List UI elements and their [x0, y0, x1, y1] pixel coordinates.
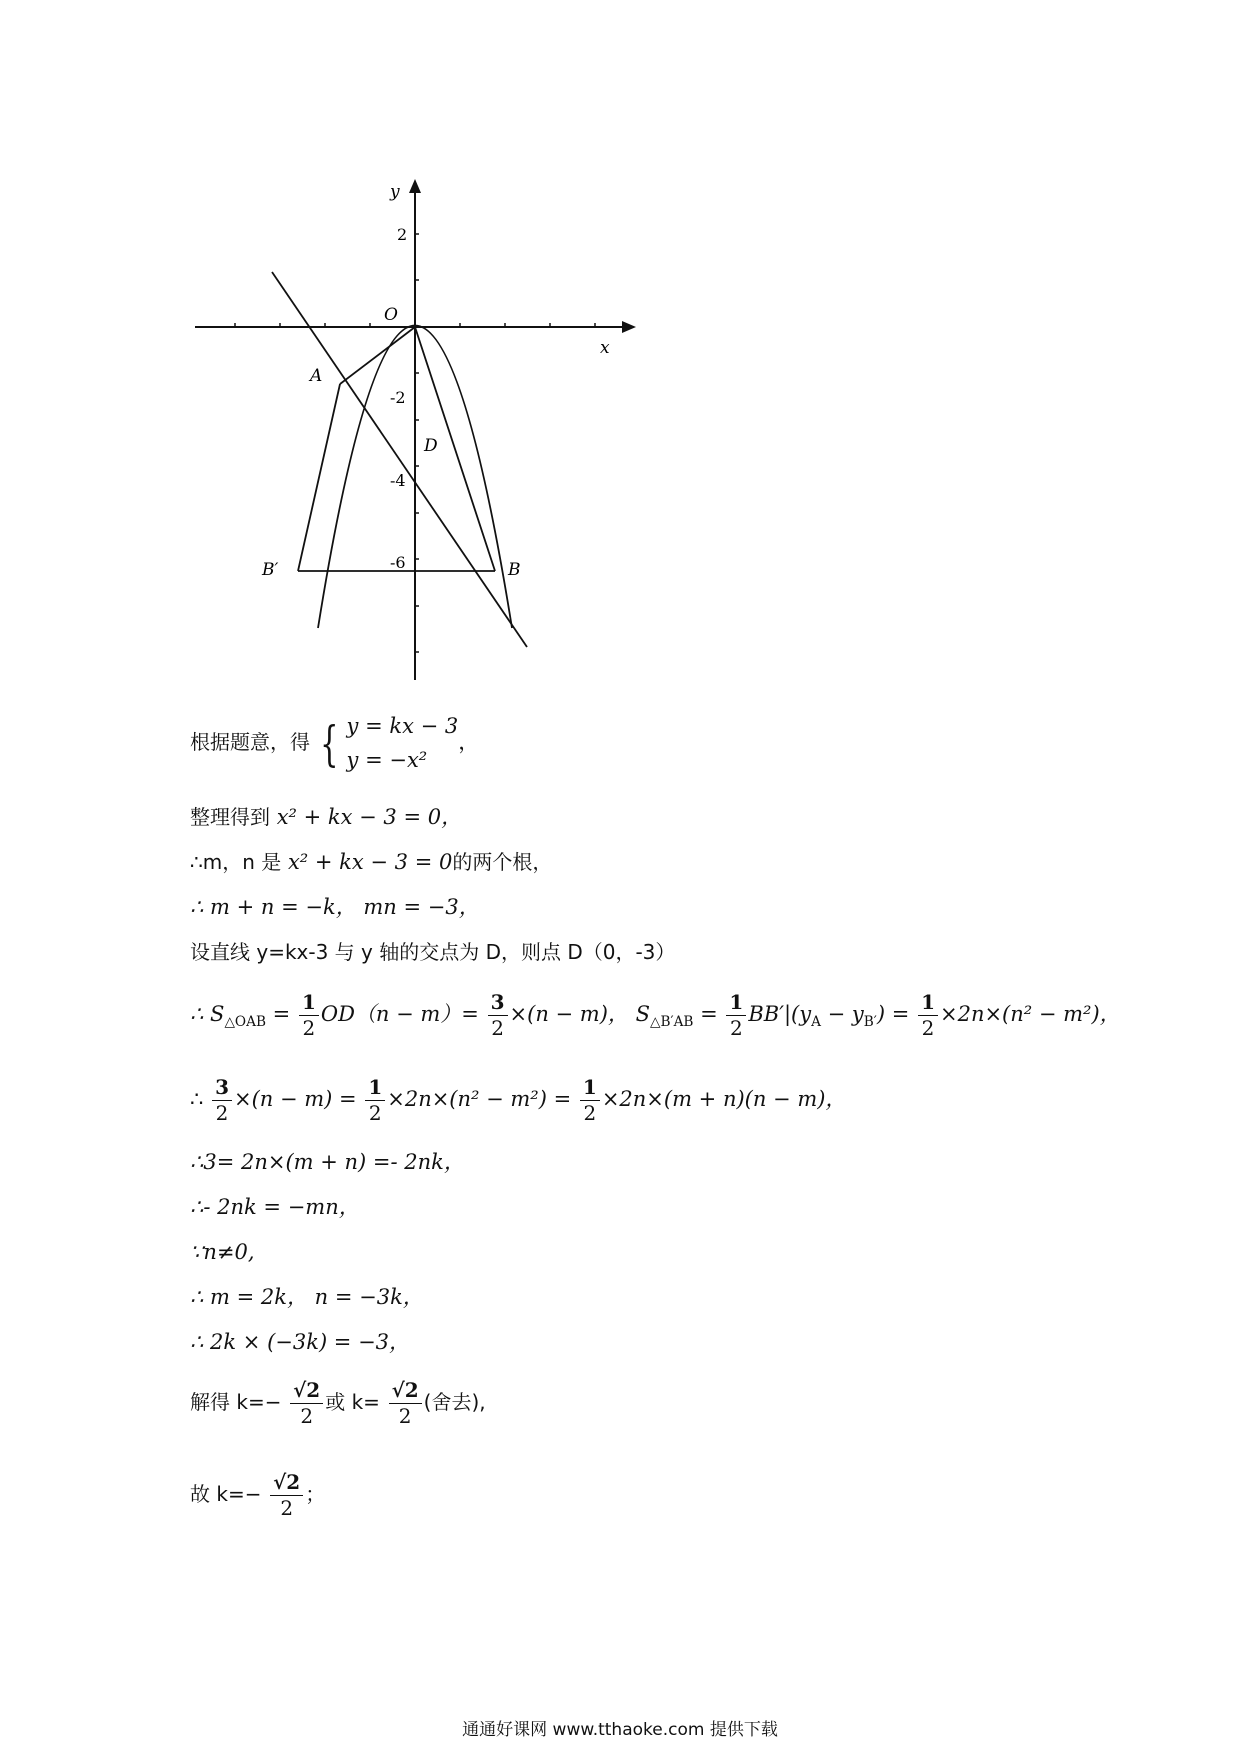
- line-4-text: ∴ m + n = −k， mn = −3，: [190, 895, 480, 919]
- line-5: [190, 940, 675, 964]
- line-11: [190, 1285, 424, 1310]
- fraction-three-half: $\frac{3}{2}$: [488, 990, 508, 1041]
- line-6-a-sub: △OAB: [224, 1014, 266, 1031]
- point-B-label: B: [508, 560, 521, 580]
- line-7-d: ×2n×(m + n)(n − m)，: [601, 1087, 847, 1111]
- line-6-d-subB: B′: [863, 1014, 877, 1031]
- origin-label: O: [384, 305, 398, 325]
- line-14-a: 故 k=−: [190, 1482, 262, 1506]
- segment-OA: [340, 327, 415, 384]
- line-7-c: ×2n×(n² − m²) =: [387, 1087, 572, 1111]
- line-6-c: ×(n − m)， S: [509, 1002, 650, 1026]
- line-9-text: ∴- 2nk = −mn，: [190, 1195, 360, 1219]
- tick-label-neg4: -4: [390, 471, 406, 490]
- x-axis-arrow: [622, 321, 636, 333]
- line-1-end: ，: [458, 730, 480, 755]
- fraction-sqrt2-half: $\frac{√2}{2}$: [290, 1378, 323, 1429]
- fraction-half: $\frac{1}{2}$: [299, 990, 319, 1041]
- point-A-label: A: [310, 366, 323, 386]
- line-12: [190, 1330, 410, 1355]
- coordinate-figure: [190, 175, 670, 695]
- line-2-text: 整理得到: [190, 805, 270, 829]
- line-8: [190, 1150, 465, 1175]
- line-10-text: ∵n≠0,: [190, 1240, 255, 1264]
- fraction-sqrt2-half: $\frac{√2}{2}$: [389, 1378, 422, 1429]
- line-3: [190, 850, 552, 875]
- line-13: [190, 1378, 486, 1429]
- line-13-a: 解得 k=−: [190, 1390, 282, 1414]
- tick-label-2: 2: [397, 225, 408, 244]
- line-13-c: (舍去),: [423, 1390, 486, 1414]
- fraction-half: $\frac{1}{2}$: [365, 1075, 385, 1126]
- page-footer: 通通好课网 www.tthaoke.com 提供下载: [462, 1720, 778, 1740]
- line-6-d-mid: − y: [820, 1002, 864, 1026]
- line-2: [190, 805, 462, 830]
- line-6-d-end: ) =: [876, 1002, 910, 1026]
- point-D-label: D: [424, 436, 438, 456]
- line-6-d-subA: A: [811, 1014, 821, 1031]
- line-7-b: ×(n − m) =: [233, 1087, 357, 1111]
- line-6-c-sub: △B′AB: [649, 1014, 694, 1031]
- line-y-kx-3: [272, 272, 527, 647]
- line-3-pre: ∴m，n 是: [190, 850, 282, 874]
- point-B-prime-label: B′: [262, 560, 279, 580]
- system-brace: {: [320, 715, 339, 772]
- fraction-three-half: $\frac{3}{2}$: [212, 1075, 232, 1126]
- line-6-e: ×2n×(n² − m²)，: [939, 1002, 1121, 1026]
- tick-label-neg2: -2: [390, 388, 406, 407]
- line-6: ∴ $S_{\triangle OAB}$ = $\frac{1}{2}$ OD（n − m）= $\frac{3}{2}$ ×(n − m)， $S_{\triangle B'AB}$ = $\frac{1}{2}$ $BB'|(y_A - y_{B'})$ = $\frac{1}{2}$ ×2n×(n² − m²)，: [190, 990, 1121, 1040]
- y-axis-label: y: [390, 182, 400, 202]
- line-14: [190, 1470, 325, 1521]
- equation-system: [347, 710, 459, 777]
- fraction-half: $\frac{1}{2}$: [726, 990, 746, 1041]
- system-eq-1: y = kx − 3: [346, 714, 459, 738]
- segment-AB-prime: [298, 384, 340, 571]
- tick-label-neg6: -6: [390, 553, 406, 572]
- line-3-post: 的两个根，: [452, 850, 553, 874]
- line-1: [190, 710, 479, 777]
- line-6-d: BB′|(y: [748, 1002, 812, 1026]
- fraction-sqrt2-half: $\frac{√2}{2}$: [270, 1470, 303, 1521]
- line-1-text: 根据题意，得: [190, 730, 310, 755]
- line-14-b: ；: [305, 1482, 326, 1506]
- line-2-eq: x² + kx − 3 = 0，: [276, 805, 463, 829]
- fraction-half: $\frac{1}{2}$: [918, 990, 938, 1041]
- line-4: [190, 895, 480, 920]
- y-axis-arrow: [409, 179, 421, 193]
- fraction-half: $\frac{1}{2}$: [580, 1075, 600, 1126]
- line-5-text: 设直线 y=kx-3 与 y 轴的交点为 D，则点 D（0，-3）: [190, 940, 676, 964]
- line-10: [190, 1240, 255, 1265]
- line-6-a: ∴ S: [190, 1002, 225, 1026]
- line-9: [190, 1195, 360, 1220]
- line-3-eq: x² + kx − 3 = 0: [287, 850, 453, 874]
- system-eq-2: y = −x²: [346, 747, 428, 772]
- line-13-b: 或 k=: [325, 1390, 380, 1414]
- line-11-text: ∴ m = 2k， n = −3k，: [190, 1285, 424, 1309]
- line-7-a: ∴: [190, 1087, 204, 1111]
- line-6-b: OD（n − m）=: [320, 1002, 479, 1026]
- line-12-text: ∴ 2k × (−3k) = −3，: [190, 1330, 411, 1354]
- line-8-text: ∴3= 2n×(m + n) =- 2nk，: [190, 1150, 465, 1174]
- line-7: [190, 1075, 846, 1126]
- x-axis-label: x: [600, 338, 610, 358]
